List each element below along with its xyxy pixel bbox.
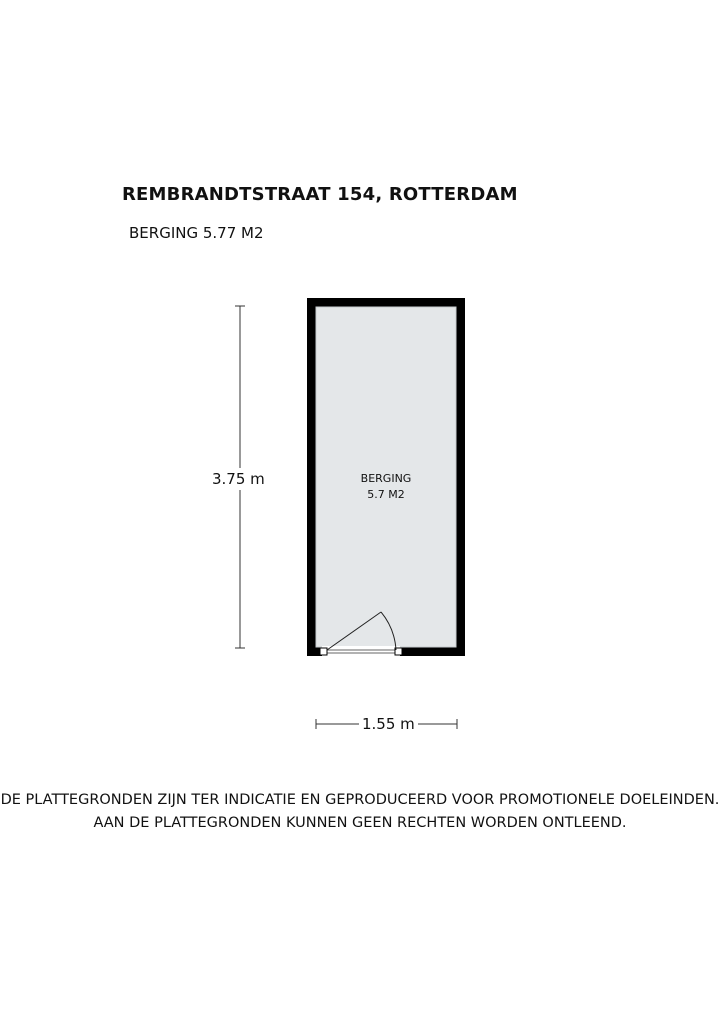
disclaimer-line-2: AAN DE PLATTEGRONDEN KUNNEN GEEN RECHTEN WORDEN ONTLEEND. — [93, 815, 627, 831]
disclaimer-line-1: DE PLATTEGRONDEN ZIJN TER INDICATIE EN GEPRODUCEERD VOOR PROMOTIONELE DOELEINDEN. — [0, 792, 720, 808]
page-subtitle: BERGING 5.77 M2 — [129, 224, 264, 242]
room-label: BERGING — [360, 472, 412, 485]
height-dimension-label: 3.75 m — [212, 470, 265, 488]
width-dimension-label: 1.55 m — [359, 715, 418, 733]
room-area-label: 5.7 M2 — [367, 488, 405, 501]
page-title: REMBRANDTSTRAAT 154, ROTTERDAM — [122, 184, 518, 205]
